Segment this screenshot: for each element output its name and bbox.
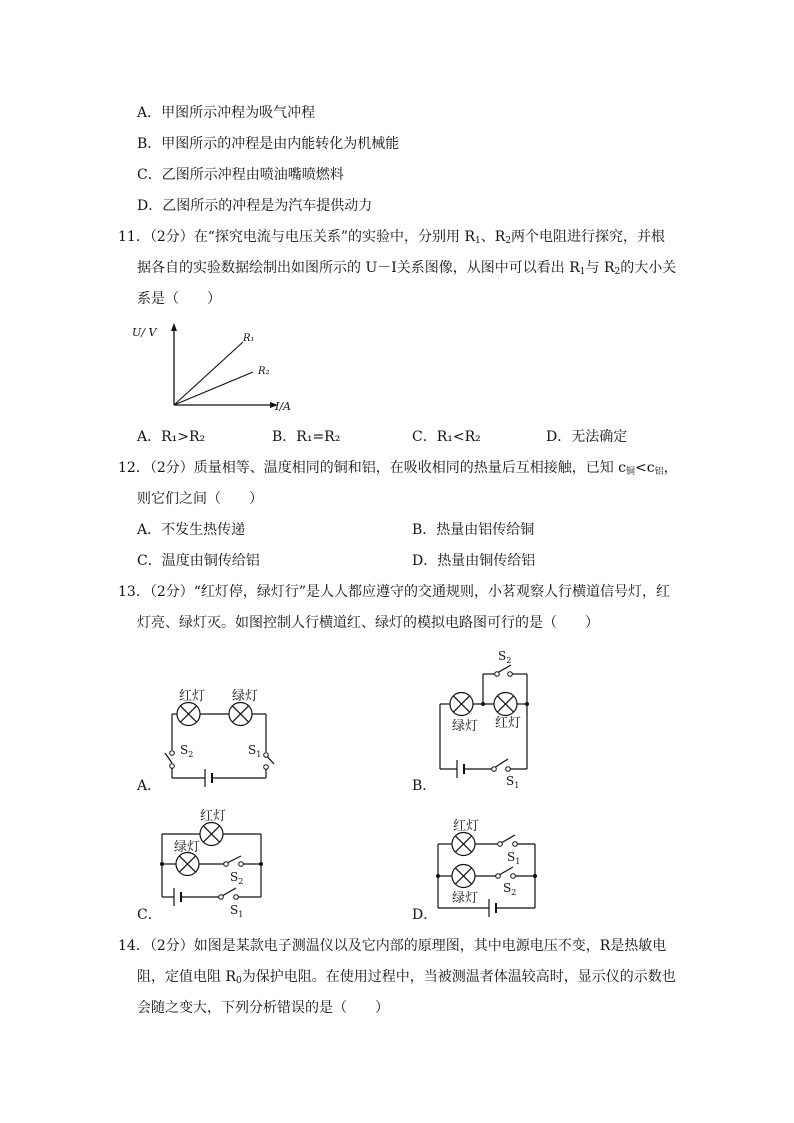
q13-stem-line1: 13．（2分）“红灯停，绿灯行”是人人都应遵守的交通规则，小茗观察人行横道信号灯，红 — [118, 584, 671, 600]
r2-line — [174, 372, 253, 405]
q11-option-b: B．R₁=R₂ — [272, 429, 341, 445]
q14-stem-line2: 阻，定值电阻 $R_0$为保护电阻。在使用过程中，当被测温者体温较高时，显示仪的示数也 — [137, 969, 676, 986]
svg-text:S1: $S_1$ — [507, 850, 521, 866]
svg-text:S1: $S_1$ — [230, 903, 244, 919]
svg-text:S1: $S_1$ — [506, 774, 520, 790]
graph-r1-label: R₁ — [243, 333, 255, 344]
q11-option-d: D．无法确定 — [546, 429, 628, 445]
circuit-a — [160, 680, 290, 795]
q12-stem-line1: 12．（2分）质量相等、温度相同的铜和铝，在吸收相同的热量后互相接触，已知 $c_铜<c_铝$， — [118, 460, 678, 477]
svg-text:S2: $S_2$ — [180, 743, 194, 759]
q10-option-a: A．甲图所示冲程为吸气冲程 — [137, 105, 316, 121]
q11-stem-line2: 据各自的实验数据绘制出如图所示的 U－I关系图像，从图中可以看出 $R_1$与 $R_2$的大小关 — [137, 260, 677, 277]
q11-stem-line1: 11．（2分）在“探究电流与电压关系”的实验中，分别用 $R_1$、$R_2$两个电阻进行探究，并根 — [118, 229, 666, 246]
circuit-d — [425, 815, 545, 920]
q13-option-c-label: C． — [137, 907, 162, 923]
svg-text:S1: $S_1$ — [248, 743, 262, 759]
circuit-b — [430, 645, 550, 795]
label-red-a: 红灯 — [179, 689, 206, 704]
circuit-c — [150, 805, 275, 920]
q11-stem-line3: 系是（ ） — [137, 291, 221, 307]
q10-option-c: C．乙图所示冲程由喷油嘴喷燃料 — [137, 167, 344, 183]
label-red-c: 红灯 — [200, 809, 227, 824]
graph-ylabel: U/ V — [132, 326, 157, 339]
q13-option-b-label: B． — [412, 778, 437, 794]
label-green-a: 绿灯 — [232, 689, 259, 704]
q12-option-a: A．不发生热传递 — [137, 522, 246, 538]
svg-text:S2: $S_2$ — [503, 881, 517, 897]
r1-line — [174, 342, 243, 405]
q11-option-a: A．R₁>R₂ — [137, 429, 206, 445]
label-green-c: 绿灯 — [174, 840, 201, 855]
svg-text:S2: $S_2$ — [498, 649, 512, 665]
q10-option-b: B．甲图所示的冲程是由内能转化为机械能 — [137, 136, 400, 152]
label-green-b: 绿灯 — [452, 719, 479, 734]
q14-stem-line1: 14．（2分）如图是某款电子测温仪以及它内部的原理图，其中电源电压不变，R是热敏电 — [118, 938, 667, 954]
label-green-d: 绿灯 — [452, 891, 479, 906]
q12-option-c: C．温度由铜传给铝 — [137, 553, 260, 569]
q13-stem-line2: 灯亮、绿灯灭。如图控制人行横道红、绿灯的模拟电路图可行的是（ ） — [137, 615, 599, 631]
graph-xlabel: I/A — [275, 400, 291, 413]
q12-option-d: D．热量由铜传给铝 — [412, 553, 536, 569]
q12-option-b: B．热量由铝传给铜 — [412, 522, 535, 538]
q13-option-d-label: D． — [412, 907, 438, 923]
label-red-d: 红灯 — [453, 819, 480, 834]
q12-stem-line2: 则它们之间（ ） — [137, 491, 263, 507]
graph-r2-label: R₂ — [258, 366, 270, 377]
svg-text:S2: $S_2$ — [230, 870, 244, 886]
label-red-b: 红灯 — [495, 716, 522, 731]
q11-option-c: C．R₁<R₂ — [412, 429, 481, 445]
q11-ui-graph — [130, 318, 300, 418]
q14-stem-line3: 会随之变大，下列分析错误的是（ ） — [137, 1000, 389, 1016]
q13-option-a-label: A． — [137, 778, 162, 794]
q10-option-d: D．乙图所示的冲程是为汽车提供动力 — [137, 198, 373, 214]
